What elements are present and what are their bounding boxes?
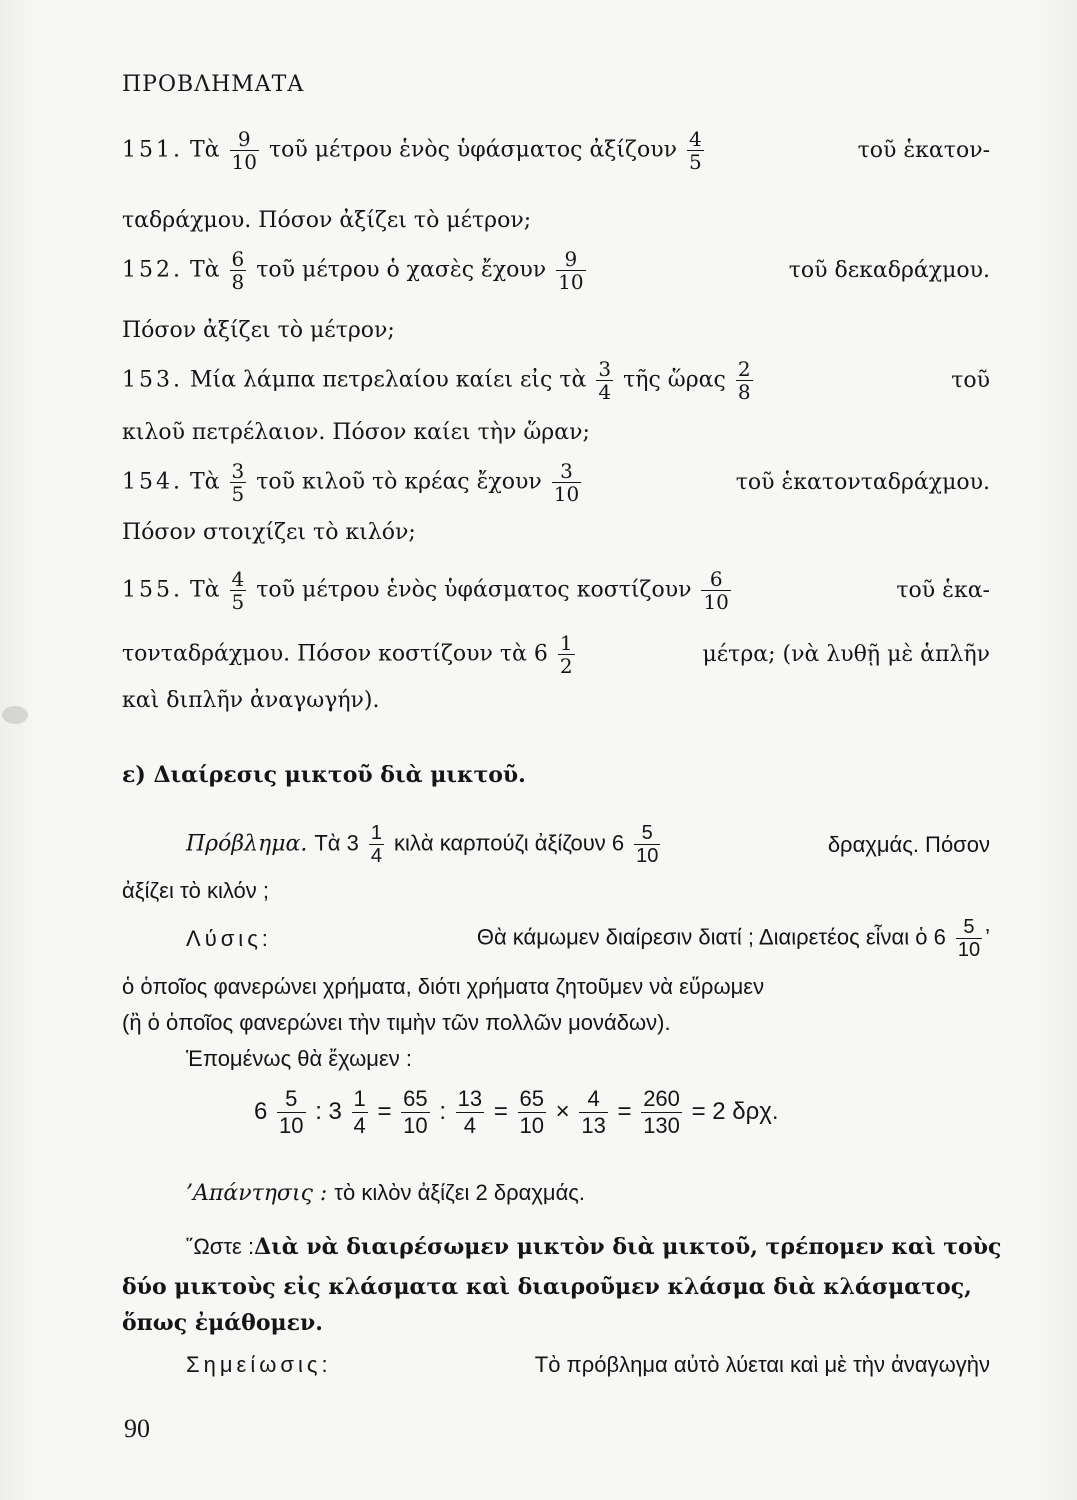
denominator: 4	[598, 380, 612, 404]
numerator: 3	[598, 357, 612, 381]
problem-number: 155.	[122, 577, 183, 603]
numerator: 5	[285, 1086, 298, 1111]
numerator: 6	[709, 567, 723, 591]
numerator: 4	[587, 1086, 600, 1111]
denominator: 4	[353, 1113, 366, 1138]
problem-153-text	[122, 358, 756, 403]
problem-lead: Μία λάμπα πετρελαίου καίει εἰς τὰ	[189, 367, 587, 393]
numerator: 1	[559, 631, 573, 655]
denominator: 4	[456, 1112, 484, 1139]
whole-number: 6	[254, 1097, 268, 1125]
ink-blot	[2, 706, 28, 724]
rule-text: δύο μικτοὺς εἰς κλάσματα καὶ διαιροῦμεν κλάσμα διὰ κλάσματος,	[122, 1274, 972, 1300]
line-text: Θὰ κάμωμεν διαίρεσιν διατί ; Διαιρετέος εἶναι ὁ 6	[476, 924, 946, 950]
problem-lead: Τὰ	[189, 137, 220, 163]
fraction	[634, 822, 660, 867]
line-text: Τὰ 3	[314, 830, 359, 856]
problem-155-text	[122, 568, 734, 613]
problem-label: Πρόβλημα.	[186, 831, 308, 857]
problem-tail: τοῦ δεκαδράχμου.	[788, 257, 990, 283]
solution-line3: (ἢ ὁ ὁποῖος φανερώνει τὴν τιμὴν τῶν πολλῶν μονάδων).	[122, 1010, 671, 1035]
section-title: ε) Διαίρεσις μικτοῦ διὰ μικτοῦ.	[122, 762, 526, 788]
denominator: 13	[581, 1113, 606, 1138]
therefore-line: Ἑπομένως θὰ ἔχωμεν :	[186, 1046, 413, 1071]
numerator: 1	[353, 1086, 366, 1111]
fraction	[230, 568, 247, 613]
fraction	[230, 460, 247, 505]
fraction	[352, 1086, 368, 1139]
problem-number: 152.	[122, 257, 183, 283]
fraction	[401, 1086, 429, 1139]
solution-text	[477, 916, 990, 961]
fraction	[556, 248, 585, 293]
denominator: 5	[231, 482, 245, 506]
line-text: τονταδράχμου. Πόσον κοστίζουν τὰ 6	[122, 641, 548, 667]
problem-lead: Τὰ	[189, 577, 220, 603]
numerator: 260	[643, 1086, 680, 1111]
denominator: 10	[553, 482, 580, 506]
numerator: 2	[737, 357, 751, 381]
denominator: 10	[957, 939, 981, 961]
note-text: Τὸ πρόβλημα αὐτὸ λύεται καὶ μὲ τὴν ἀναγωγὴν	[534, 1352, 990, 1377]
answer-label: ’Απάντησις :	[186, 1181, 328, 1206]
rule-label: ῞Ωστε :	[186, 1234, 255, 1259]
fraction	[230, 248, 247, 293]
solution	[186, 916, 990, 961]
fraction	[456, 1086, 484, 1139]
problem-153	[122, 358, 990, 403]
problem-mid: τοῦ μέτρου ὁ χασὲς ἔχουν	[256, 257, 547, 283]
fraction	[518, 1086, 546, 1139]
numerator: 5	[963, 916, 975, 938]
problem-154-line2: Πόσον στοιχίζει τὸ κιλόν;	[122, 520, 416, 545]
equals-sign: =	[691, 1097, 706, 1125]
fraction	[579, 1086, 607, 1139]
problem-152-line2: Πόσον ἀξίζει τὸ μέτρον;	[122, 318, 395, 343]
page-heading: ΠΡΟΒΛΗΜΑΤΑ	[122, 72, 305, 97]
answer-text: τὸ κιλὸν ἀξίζει 2 δραχμάς.	[334, 1180, 586, 1205]
problem-number: 154.	[122, 469, 183, 495]
numerator: 65	[519, 1086, 544, 1111]
numerator: 13	[457, 1086, 483, 1111]
operator: : 3	[315, 1097, 342, 1125]
fraction	[230, 128, 259, 173]
equation-result: 2 δρχ.	[712, 1097, 779, 1125]
problem-tail: τοῦ ἑκατον-	[857, 137, 990, 163]
fraction	[558, 632, 575, 677]
problem-155-line3: καὶ διπλῆν ἀναγωγήν).	[122, 688, 380, 713]
solution-label: Λύσις:	[186, 925, 272, 951]
answer-line	[186, 1178, 1054, 1209]
problem-151	[122, 128, 990, 173]
problem-151-text	[122, 128, 707, 173]
denominator: 10	[231, 150, 257, 174]
page-number: 90	[124, 1414, 150, 1443]
rule-text: Διὰ νὰ διαιρέσωμεν μικτὸν διὰ μικτοῦ, τρέπομεν καὶ τοὺς	[254, 1234, 1002, 1260]
problem-mid: τοῦ μέτρου ἑνὸς ὑφάσματος ἀξίζουν	[268, 137, 677, 163]
denominator: 10	[403, 1113, 428, 1138]
note-line	[186, 1350, 990, 1380]
problem-155	[122, 568, 990, 613]
operator: ×	[555, 1097, 570, 1125]
fraction	[277, 1086, 305, 1139]
section-problem-line2: ἀξίζει τὸ κιλόν ;	[122, 878, 270, 903]
fraction	[701, 568, 730, 613]
fraction	[552, 460, 581, 505]
denominator: 10	[519, 1113, 544, 1138]
numerator: 1	[370, 822, 382, 844]
problem-lead: Τὰ	[189, 257, 220, 283]
problem-152	[122, 248, 990, 293]
problem-mid: τοῦ μέτρου ἑνὸς ὑφάσματος κοστίζουν	[256, 577, 692, 603]
line-text: ’	[985, 924, 990, 950]
problem-lead: Τὰ	[189, 469, 220, 495]
section-problem	[186, 822, 990, 867]
problem-151-line2: ταδράχμου. Πόσον ἀξίζει τὸ μέτρον;	[122, 208, 532, 233]
fraction	[687, 128, 704, 173]
problem-number: 151.	[122, 137, 183, 163]
solution-line2: ὁ ὁποῖος φανερώνει χρήματα, διότι χρήματα ζητοῦμεν νὰ εὕρωμεν	[122, 974, 765, 999]
problem-mid: τοῦ κιλοῦ τὸ κρέας ἔχουν	[256, 469, 542, 495]
problem-mid: τῆς ὥρας	[623, 367, 726, 393]
problem-tail: τοῦ ἑκατονταδράχμου.	[735, 469, 990, 495]
denominator: 5	[231, 590, 245, 614]
problem-tail: τοῦ	[951, 367, 990, 393]
fraction	[641, 1086, 682, 1139]
equals-sign: =	[493, 1097, 508, 1125]
line-text: μέτρα; (νὰ λυθῇ μὲ ἁπλῆν	[702, 641, 990, 667]
section-problem-text	[186, 822, 663, 867]
numerator: 65	[403, 1086, 428, 1111]
equals-sign: =	[377, 1097, 392, 1125]
fraction	[736, 358, 753, 403]
equals-sign: =	[617, 1097, 632, 1125]
numerator: 4	[231, 567, 245, 591]
fraction	[956, 916, 982, 961]
problem-154	[122, 460, 990, 505]
denominator: 2	[559, 654, 573, 678]
denominator: 8	[231, 270, 245, 294]
denominator: 8	[737, 380, 751, 404]
problem-155-line2-text	[122, 632, 578, 677]
problem-153-line2: κιλοῦ πετρέλαιον. Πόσον καίει τὴν ὥραν;	[122, 420, 590, 445]
problem-154-text	[122, 460, 584, 505]
line-text: δραχμάς. Πόσον	[827, 831, 990, 857]
rule-line3: ὅπως ἐμάθομεν.	[122, 1310, 323, 1336]
denominator: 10	[558, 270, 584, 294]
denominator: 10	[636, 845, 659, 867]
numerator: 5	[641, 822, 653, 844]
denominator: 10	[279, 1113, 304, 1138]
line-text: κιλὰ καρπούζι ἀξίζουν 6	[394, 830, 625, 856]
numerator: 6	[231, 247, 245, 271]
fraction	[596, 358, 613, 403]
denominator: 10	[703, 590, 729, 614]
denominator: 5	[688, 150, 702, 174]
operator: :	[439, 1097, 446, 1125]
numerator: 9	[564, 247, 578, 271]
problem-number: 153.	[122, 367, 183, 393]
rule-line2	[122, 1272, 990, 1302]
denominator: 4	[370, 845, 382, 867]
note-label: Σημείωσις:	[186, 1352, 332, 1377]
numerator: 9	[237, 127, 251, 151]
rule-line1	[186, 1232, 1002, 1262]
problem-tail: τοῦ ἑκα-	[896, 577, 990, 603]
numerator: 3	[231, 459, 245, 483]
problem-155-line2	[122, 632, 990, 677]
numerator: 3	[560, 459, 573, 483]
numerator: 4	[688, 127, 702, 151]
equation	[254, 1086, 779, 1139]
problem-152-text	[122, 248, 589, 293]
denominator: 130	[643, 1113, 680, 1138]
fraction	[369, 822, 384, 867]
